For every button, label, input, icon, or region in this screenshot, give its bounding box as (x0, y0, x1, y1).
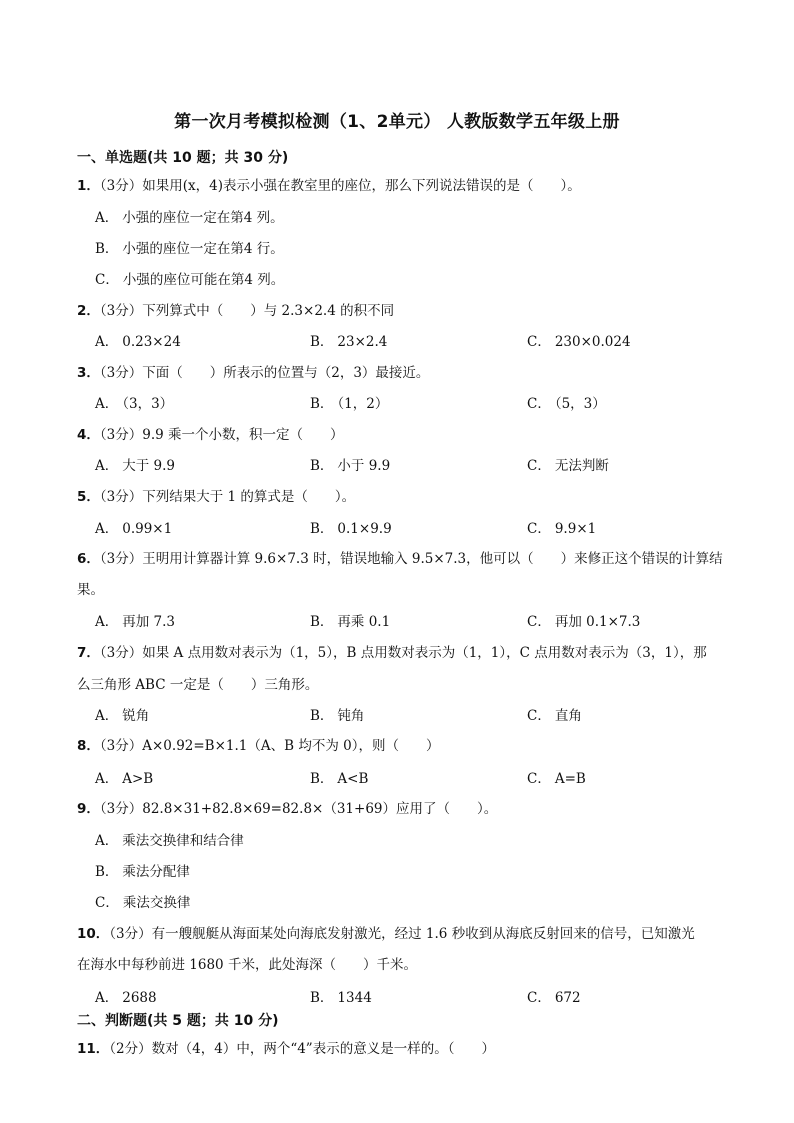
option-letter: B． (310, 990, 334, 1006)
question-text: 82.8×31+82.8×69=82.8×（31+69）应用了（ ）。 (142, 801, 498, 817)
question-text: 在海水中每秒前进 1680 千米，此处海深（ ）千米。 (77, 957, 417, 973)
answer-option[interactable] (527, 704, 582, 724)
answer-option[interactable] (95, 517, 172, 537)
question-text: 下面（ ）所表示的位置与（2，3）最接近。 (142, 365, 430, 381)
question-line (77, 922, 747, 942)
option-letter: B． (310, 334, 334, 350)
answer-option[interactable] (95, 206, 284, 226)
question-line (77, 174, 747, 194)
option-letter: A． (95, 614, 119, 630)
option-letter: A． (95, 833, 119, 849)
question-text: 如果 A 点用数对表示为（1，5），B 点用数对表示为（1，1），C 点用数对表示为（3，1），那 (142, 645, 707, 661)
option-text: （1，2） (337, 396, 389, 412)
option-letter: C． (527, 458, 551, 474)
option-letter: C． (527, 521, 551, 537)
option-letter: C． (527, 990, 551, 1006)
answer-option[interactable] (310, 330, 387, 350)
question-text: 果。 (77, 582, 104, 598)
option-text: 乘法交换律和结合律 (122, 833, 244, 849)
option-letter: A． (95, 771, 119, 787)
option-text: 钝角 (337, 708, 365, 724)
option-letter: A． (95, 990, 119, 1006)
question-score: （3分） (99, 427, 143, 443)
option-text: A=B (554, 771, 586, 787)
option-letter: B． (310, 396, 334, 412)
option-letter: B． (95, 241, 119, 257)
option-text: 1344 (337, 990, 372, 1006)
answer-option[interactable] (310, 986, 372, 1006)
question-text: 有一艘舰艇从海面某处向海底发射激光，经过 1.6 秒收到从海底反射回来的信号，已知激光 (151, 926, 695, 942)
option-letter: B． (310, 771, 334, 787)
option-text: 乘法分配律 (122, 864, 190, 880)
option-text: （5，3） (554, 396, 606, 412)
option-letter: A． (95, 334, 119, 350)
question-score: （3分） (109, 926, 152, 942)
page-title: 第一次月考模拟检测（1、2单元） 人教版数学五年级上册 (174, 112, 620, 132)
question-line (77, 953, 747, 973)
answer-option[interactable] (95, 610, 175, 630)
option-letter: A． (95, 210, 119, 226)
question-score: （2分） (109, 1041, 152, 1057)
option-text: 乘法交换律 (122, 895, 191, 911)
question-line (77, 673, 747, 693)
option-letter: B． (310, 521, 334, 537)
option-text: 小强的座位可能在第4 列。 (122, 272, 285, 288)
option-text: 再乘 0.1 (337, 614, 391, 630)
answer-option[interactable] (527, 517, 596, 537)
question-score: （3分） (99, 365, 143, 381)
option-letter: C． (527, 334, 551, 350)
option-text: 230×0.024 (554, 334, 631, 350)
option-letter: A． (95, 458, 119, 474)
answer-option[interactable] (527, 330, 631, 350)
question-score: （3分） (99, 178, 143, 194)
answer-option[interactable] (310, 454, 390, 474)
answer-option[interactable] (310, 517, 392, 537)
option-letter: B． (310, 708, 334, 724)
option-text: 小强的座位一定在第4 列。 (122, 210, 284, 226)
option-text: 锐角 (122, 708, 150, 724)
answer-option[interactable] (95, 704, 149, 724)
option-text: 0.23×24 (122, 334, 181, 350)
option-text: 小强的座位一定在第4 行。 (122, 241, 284, 257)
question-line (77, 299, 747, 319)
answer-option[interactable] (310, 392, 388, 412)
option-text: 大于 9.9 (122, 458, 176, 474)
answer-option[interactable] (310, 704, 364, 724)
option-letter: A． (95, 521, 119, 537)
question-score: （3分） (99, 551, 143, 567)
option-text: 23×2.4 (337, 334, 388, 350)
question-number: 6． (77, 551, 100, 567)
option-letter: C． (527, 614, 551, 630)
question-number: 4． (77, 427, 100, 443)
question-number: 2． (77, 303, 100, 319)
question-number: 1． (77, 178, 100, 194)
answer-option[interactable] (95, 454, 175, 474)
answer-option[interactable] (95, 986, 157, 1006)
option-letter: B． (310, 458, 334, 474)
question-line (77, 797, 747, 817)
option-text: 再加 7.3 (122, 614, 176, 630)
answer-option[interactable] (310, 610, 390, 630)
question-text: 9.9 乘一个小数，积一定（ ） (142, 427, 344, 443)
answer-option[interactable] (527, 392, 606, 412)
question-score: （3分） (99, 645, 143, 661)
question-number: 3． (77, 365, 100, 381)
option-letter: A． (95, 708, 119, 724)
question-text: A×0.92=B×1.1（A、B 均不为 0），则（ ） (142, 738, 440, 754)
question-line (77, 547, 747, 567)
answer-option[interactable] (95, 268, 284, 288)
answer-option[interactable] (527, 454, 609, 474)
question-score: （3分） (99, 303, 143, 319)
option-letter: C． (95, 272, 119, 288)
question-line (77, 1037, 747, 1057)
question-number: 7． (77, 645, 100, 661)
answer-option[interactable] (95, 392, 173, 412)
question-text: 下列算式中（ ）与 2.3×2.4 的积不同 (142, 303, 395, 319)
answer-option[interactable] (95, 767, 153, 787)
question-text: 如果用(x，4)表示小强在教室里的座位，那么下列说法错误的是（ ）。 (142, 178, 581, 194)
question-line (77, 578, 747, 598)
question-text: 数对（4，4）中，两个“4”表示的意义是一样的。（ ） (151, 1041, 495, 1057)
option-text: 0.1×9.9 (337, 521, 392, 537)
option-letter: C． (527, 708, 551, 724)
question-text: 么三角形 ABC 一定是（ ）三角形。 (77, 677, 319, 693)
question-score: （3分） (99, 801, 143, 817)
section-heading: 二、判断题(共 5 题；共 10 分) (77, 1013, 279, 1029)
option-letter: C． (527, 771, 551, 787)
option-text: 2688 (122, 990, 157, 1006)
option-text: A<B (337, 771, 369, 787)
question-score: （3分） (99, 738, 143, 754)
option-letter: C． (95, 895, 119, 911)
question-number: 9． (77, 801, 100, 817)
question-number: 11． (77, 1041, 110, 1057)
option-text: 9.9×1 (554, 521, 597, 537)
option-letter: B． (310, 614, 334, 630)
option-text: 再加 0.1×7.3 (554, 614, 641, 630)
question-score: （3分） (99, 489, 143, 505)
answer-option[interactable] (95, 237, 284, 257)
question-number: 5． (77, 489, 100, 505)
question-number: 8． (77, 738, 100, 754)
answer-option[interactable] (95, 891, 190, 911)
answer-option[interactable] (527, 767, 586, 787)
option-letter: C． (527, 396, 551, 412)
question-line (77, 423, 747, 443)
option-text: （3，3） (122, 396, 174, 412)
question-line (77, 734, 747, 754)
question-text: 下列结果大于 1 的算式是（ ）。 (142, 489, 356, 505)
option-letter: A． (95, 396, 119, 412)
option-letter: B． (95, 864, 119, 880)
option-text: 无法判断 (554, 458, 609, 474)
section-heading: 一、单选题(共 10 题；共 30 分) (77, 150, 289, 166)
option-text: A>B (122, 771, 154, 787)
option-text: 672 (554, 990, 581, 1006)
answer-option[interactable] (527, 610, 640, 630)
option-text: 0.99×1 (122, 521, 173, 537)
question-line (77, 641, 747, 661)
option-text: 直角 (554, 708, 582, 724)
answer-option[interactable] (310, 767, 368, 787)
answer-option[interactable] (95, 330, 181, 350)
question-text: 王明用计算器计算 9.6×7.3 时，错误地输入 9.5×7.3，他可以（ ）来修正这个错误的计算结 (142, 551, 723, 567)
question-line (77, 485, 747, 505)
answer-option[interactable] (95, 860, 190, 880)
question-line (77, 361, 747, 381)
answer-option[interactable] (527, 986, 581, 1006)
question-number: 10． (77, 926, 110, 942)
option-text: 小于 9.9 (337, 458, 391, 474)
answer-option[interactable] (95, 829, 244, 849)
